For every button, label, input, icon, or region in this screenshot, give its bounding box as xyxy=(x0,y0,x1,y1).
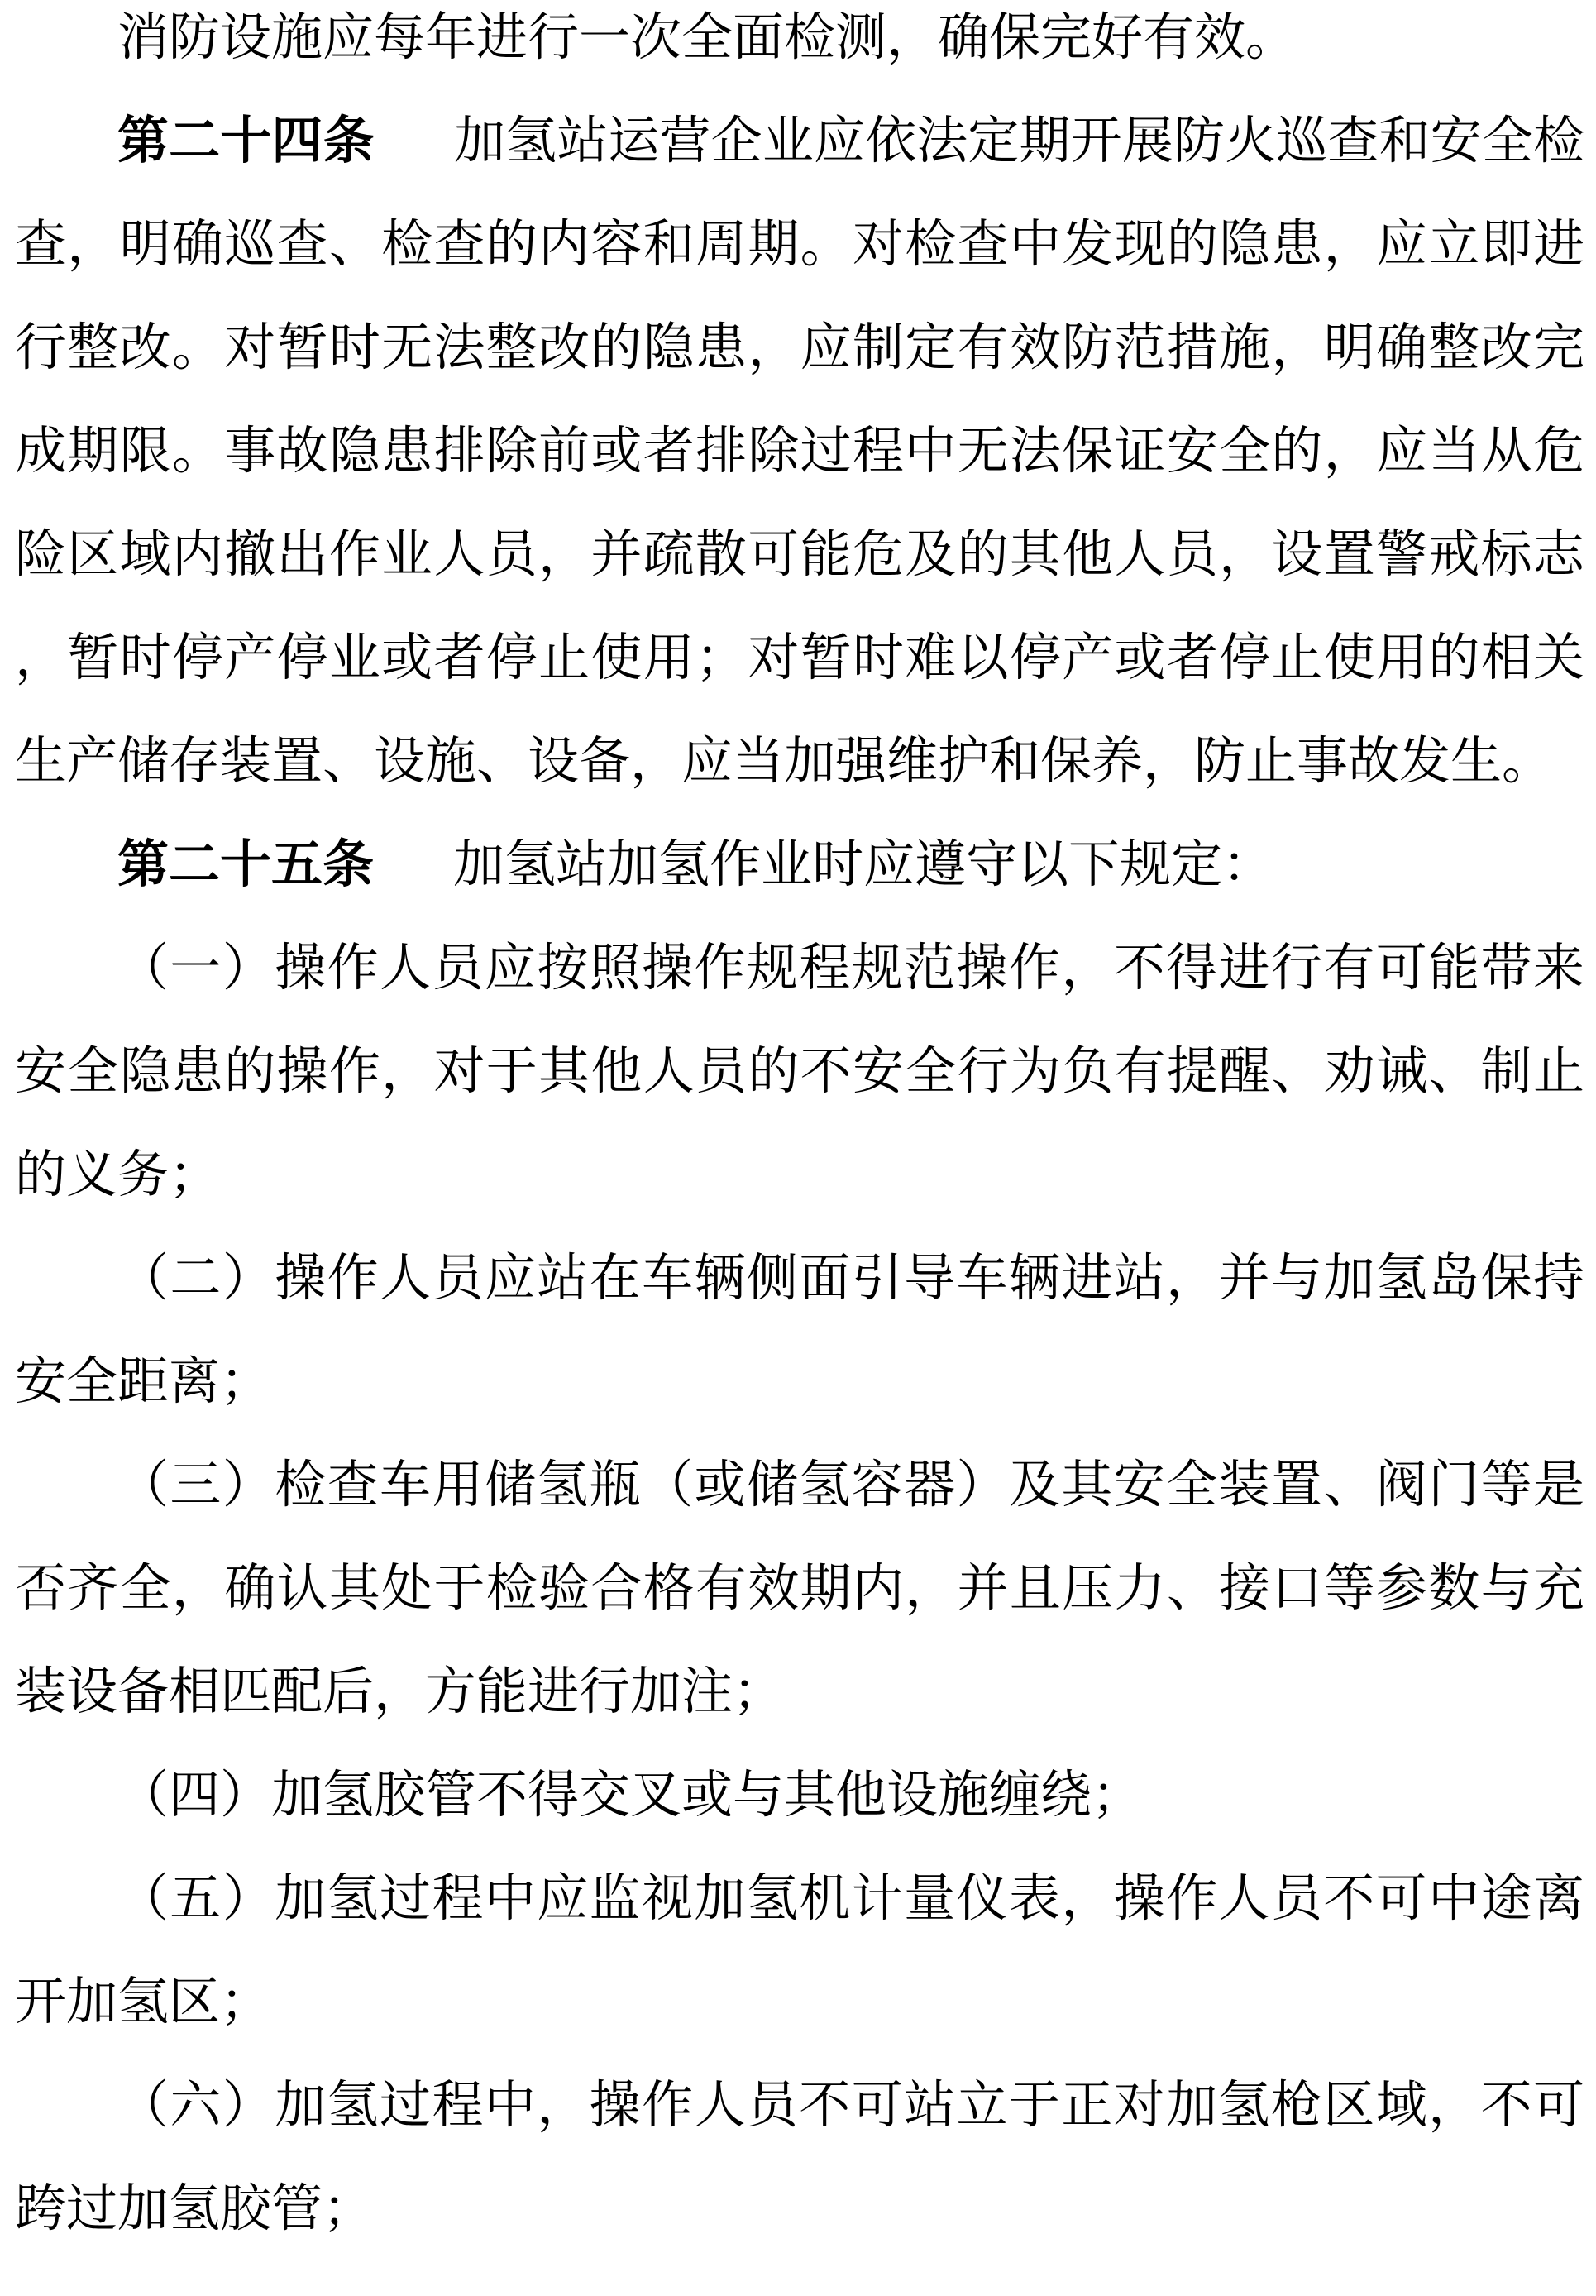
article-25-heading: 第二十五条 xyxy=(117,834,375,894)
article-24-paragraph xyxy=(15,88,1584,812)
article-24-heading: 第二十四条 xyxy=(117,110,375,170)
article-25-body: 加氢站加氢作业时应遵守以下规定： xyxy=(453,834,1274,894)
article-24-body: 加氢站运营企业应依法定期开展防火巡查和安全检查，明确巡查、检查的内容和周期。对检查中发现的隐患，应立即进行整改。对暂时无法整改的隐患，应制定有效防范措施，明确整改完成期限。事故隐患排除前或者排除过程中无法保证安全的，应当从危险区域内撤出作业人员，并疏散可能危及的其他人员，设置警戒标志，暂时停产停业或者停止使用；对暂时难以停产或者停止使用的相关生产储存装置、设施、设备，应当加强维护和保养，防止事故发生。 xyxy=(15,110,1584,791)
intro-paragraph xyxy=(15,0,1584,88)
article-25-paragraph xyxy=(15,812,1584,916)
list-item-5: （五）加氢过程中应监视加氢机计量仪表，操作人员不可中途离开加氢区； xyxy=(15,1868,1584,2031)
list-item-3: （三）检查车用储氢瓶（或储氢容器）及其安全装置、阀门等是否齐全，确认其处于检验合格有效期内，并且压力、接口等参数与充装设备相匹配后，方能进行加注； xyxy=(15,1454,1584,1721)
intro-text: 消防设施应每年进行一次全面检测，确保完好有效。 xyxy=(117,7,1297,67)
list-item-6: （六）加氢过程中，操作人员不可站立于正对加氢枪区域，不可跨过加氢胶管； xyxy=(15,2074,1584,2238)
list-item-4: （四）加氢胶管不得交叉或与其他设施缠绕； xyxy=(117,1764,1144,1825)
list-item-2: （二）操作人员应站在车辆侧面引导车辆进站，并与加氢岛保持安全距离； xyxy=(15,1247,1584,1411)
list-item-1: （一）操作人员应按照操作规程规范操作，不得进行有可能带来安全隐患的操作，对于其他人员的不安全行为负有提醒、劝诫、制止的义务； xyxy=(15,937,1584,1204)
